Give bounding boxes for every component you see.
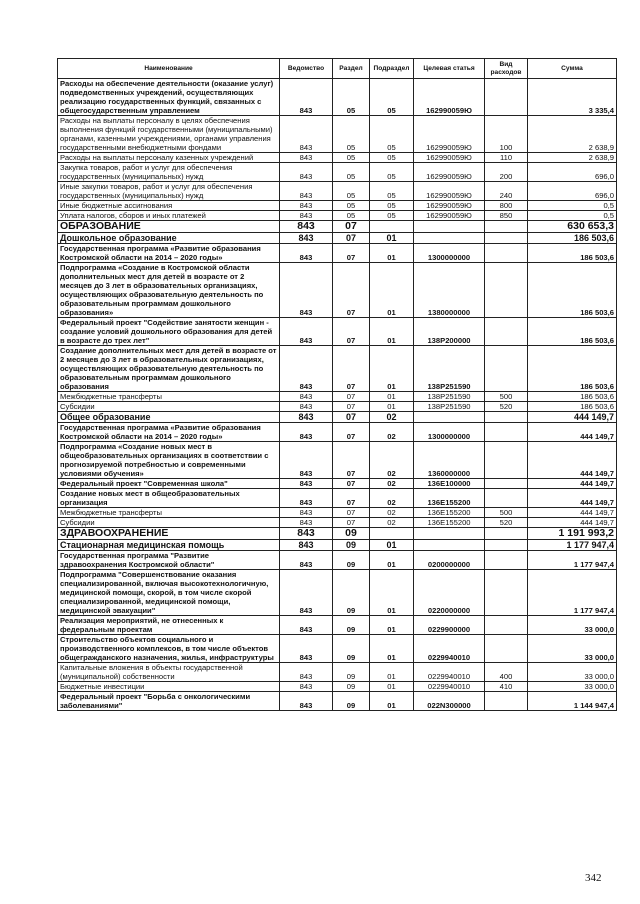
cell-department: 843	[280, 508, 333, 518]
cell-subsection: 02	[370, 508, 414, 518]
cell-amount: 33 000,0	[528, 616, 617, 635]
col-header-name: Наименование	[58, 59, 280, 79]
cell-department: 843	[280, 412, 333, 423]
cell-amount: 444 149,7	[528, 508, 617, 518]
cell-department: 843	[280, 489, 333, 508]
cell-expense-type	[485, 423, 528, 442]
cell-subsection: 01	[370, 392, 414, 402]
cell-department: 843	[280, 692, 333, 711]
cell-name: Межбюджетные трансферты	[58, 392, 280, 402]
cell-name: Иные закупки товаров, работ и услуг для обеспечения государственных (муниципальных) нужд	[58, 182, 280, 201]
cell-expense-type: 500	[485, 392, 528, 402]
col-header-department: Ведомство	[280, 59, 333, 79]
cell-name: Подпрограмма «Создание в Костромской области дополнительных мест для детей в возрасте от 2 месяцев до 3 лет в образовательных организациях, осуществляющих образовательную деятельность по образовательным программам дошкольного образования»	[58, 263, 280, 318]
cell-section: 09	[333, 570, 370, 616]
cell-name: Строительство объектов социального и производственного комплексов, в том числе объектов общегражданского назначения, жилья, инфраструктуры	[58, 635, 280, 663]
cell-target-item	[414, 233, 485, 244]
cell-department: 843	[280, 233, 333, 244]
cell-section: 07	[333, 508, 370, 518]
cell-expense-type	[485, 221, 528, 233]
cell-section: 05	[333, 211, 370, 221]
cell-department: 843	[280, 442, 333, 479]
col-header-subsection: Подраздел	[370, 59, 414, 79]
cell-expense-type	[485, 79, 528, 116]
cell-amount: 186 503,6	[528, 392, 617, 402]
cell-name: Федеральный проект "Содействие занятости женщин - создание условий дошкольного образования для детей в возрасте до трех лет"	[58, 318, 280, 346]
cell-section: 07	[333, 489, 370, 508]
cell-subsection: 05	[370, 79, 414, 116]
table-row	[58, 616, 617, 635]
cell-expense-type	[485, 540, 528, 551]
cell-expense-type	[485, 635, 528, 663]
cell-section: 07	[333, 402, 370, 412]
cell-name: Иные бюджетные ассигнования	[58, 201, 280, 211]
cell-amount: 444 149,7	[528, 518, 617, 528]
cell-department: 843	[280, 616, 333, 635]
cell-name: Закупка товаров, работ и услуг для обеспечения государственных (муниципальных) нужд	[58, 163, 280, 182]
cell-amount: 1 177 947,4	[528, 551, 617, 570]
cell-amount: 0,5	[528, 201, 617, 211]
cell-department: 843	[280, 263, 333, 318]
cell-section: 09	[333, 635, 370, 663]
cell-department: 843	[280, 346, 333, 392]
cell-amount: 186 503,6	[528, 318, 617, 346]
cell-subsection: 05	[370, 211, 414, 221]
cell-name: Бюджетные инвестиции	[58, 682, 280, 692]
cell-subsection: 05	[370, 163, 414, 182]
cell-name: Государственная программа «Развитие образования Костромской области на 2014 – 2020 годы»	[58, 244, 280, 263]
cell-subsection: 01	[370, 540, 414, 551]
cell-amount: 444 149,7	[528, 479, 617, 489]
cell-expense-type: 800	[485, 201, 528, 211]
cell-department: 843	[280, 635, 333, 663]
cell-target-item: 138P251590	[414, 402, 485, 412]
cell-target-item	[414, 221, 485, 233]
cell-amount: 2 638,9	[528, 153, 617, 163]
cell-name: Капитальные вложения в объекты государственной (муниципальной) собственности	[58, 663, 280, 682]
cell-target-item: 0200000000	[414, 551, 485, 570]
cell-expense-type	[485, 616, 528, 635]
table-row	[58, 163, 617, 182]
cell-target-item: 136E100000	[414, 479, 485, 489]
cell-target-item: 162990059Ю	[414, 201, 485, 211]
cell-section: 09	[333, 692, 370, 711]
cell-amount: 33 000,0	[528, 663, 617, 682]
cell-section: 09	[333, 551, 370, 570]
cell-section: 07	[333, 346, 370, 392]
cell-section: 05	[333, 201, 370, 211]
cell-department: 843	[280, 182, 333, 201]
cell-target-item: 162990059Ю	[414, 79, 485, 116]
cell-subsection: 05	[370, 153, 414, 163]
cell-name: Государственная программа "Развитие здравоохранения Костромской области"	[58, 551, 280, 570]
table-row	[58, 540, 617, 551]
cell-target-item: 1300000000	[414, 423, 485, 442]
cell-section: 07	[333, 412, 370, 423]
cell-name: Федеральный проект "Современная школа"	[58, 479, 280, 489]
budget-table	[57, 58, 617, 711]
cell-subsection: 01	[370, 263, 414, 318]
cell-name: Федеральный проект "Борьба с онкологическими заболеваниями"	[58, 692, 280, 711]
cell-department: 843	[280, 244, 333, 263]
cell-subsection: 02	[370, 479, 414, 489]
cell-expense-type	[485, 318, 528, 346]
cell-department: 843	[280, 163, 333, 182]
table-row	[58, 211, 617, 221]
cell-amount: 1 177 947,4	[528, 570, 617, 616]
cell-target-item: 0229940010	[414, 682, 485, 692]
cell-department: 843	[280, 221, 333, 233]
cell-amount: 186 503,6	[528, 233, 617, 244]
cell-section: 05	[333, 163, 370, 182]
table-body	[58, 79, 617, 711]
cell-subsection: 01	[370, 570, 414, 616]
table-row	[58, 263, 617, 318]
cell-subsection: 05	[370, 182, 414, 201]
cell-expense-type	[485, 570, 528, 616]
cell-expense-type	[485, 692, 528, 711]
cell-subsection: 01	[370, 244, 414, 263]
cell-name: Уплата налогов, сборов и иных платежей	[58, 211, 280, 221]
cell-department: 843	[280, 153, 333, 163]
cell-department: 843	[280, 116, 333, 153]
table-header-row	[58, 59, 617, 79]
cell-name: Реализация мероприятий, не отнесенных к федеральным проектам	[58, 616, 280, 635]
table-row	[58, 551, 617, 570]
cell-target-item	[414, 528, 485, 540]
table-row	[58, 182, 617, 201]
col-header-section: Раздел	[333, 59, 370, 79]
cell-amount: 444 149,7	[528, 423, 617, 442]
table-row	[58, 423, 617, 442]
table-row	[58, 392, 617, 402]
cell-amount: 696,0	[528, 182, 617, 201]
cell-subsection: 01	[370, 616, 414, 635]
table-row	[58, 682, 617, 692]
cell-name: Расходы на выплаты персоналу в целях обеспечения выполнения функций государственными (муниципальными) органами, казенными учреждениями, органами управления государственными внебюджетными фондами	[58, 116, 280, 153]
cell-subsection: 01	[370, 233, 414, 244]
cell-name: Подпрограмма «Создание новых мест в общеобразовательных организациях в соответствии с прогнозируемой потребностью и современными условиями обучения»	[58, 442, 280, 479]
cell-department: 843	[280, 551, 333, 570]
cell-amount: 1 191 993,2	[528, 528, 617, 540]
cell-subsection: 02	[370, 412, 414, 423]
cell-department: 843	[280, 479, 333, 489]
cell-amount: 444 149,7	[528, 489, 617, 508]
table-row	[58, 528, 617, 540]
cell-expense-type	[485, 489, 528, 508]
cell-subsection	[370, 528, 414, 540]
cell-section: 07	[333, 518, 370, 528]
cell-amount: 696,0	[528, 163, 617, 182]
cell-name: Расходы на выплаты персоналу казенных учреждений	[58, 153, 280, 163]
table-row	[58, 518, 617, 528]
cell-subsection: 01	[370, 346, 414, 392]
cell-expense-type: 520	[485, 518, 528, 528]
cell-name: Общее образование	[58, 412, 280, 423]
cell-expense-type	[485, 528, 528, 540]
cell-section: 07	[333, 442, 370, 479]
cell-section: 07	[333, 233, 370, 244]
cell-target-item: 0220000000	[414, 570, 485, 616]
cell-expense-type: 200	[485, 163, 528, 182]
cell-section: 07	[333, 392, 370, 402]
cell-amount: 186 503,6	[528, 346, 617, 392]
cell-section: 09	[333, 528, 370, 540]
cell-subsection: 05	[370, 201, 414, 211]
cell-name: Дошкольное образование	[58, 233, 280, 244]
cell-target-item	[414, 540, 485, 551]
cell-subsection: 02	[370, 489, 414, 508]
cell-name: Субсидии	[58, 518, 280, 528]
cell-section: 07	[333, 423, 370, 442]
cell-target-item: 1360000000	[414, 442, 485, 479]
cell-department: 843	[280, 518, 333, 528]
cell-name: Подпрограмма "Совершенствование оказания специализированной, включая высокотехнологичную, медицинской помощи, скорой, в том числе скорой специализированной, медицинской помощи, медицинской эвакуации"	[58, 570, 280, 616]
cell-department: 843	[280, 540, 333, 551]
cell-amount: 444 149,7	[528, 442, 617, 479]
table-row	[58, 402, 617, 412]
cell-expense-type	[485, 346, 528, 392]
cell-target-item: 0229940010	[414, 663, 485, 682]
cell-name: Субсидии	[58, 402, 280, 412]
table-row	[58, 244, 617, 263]
cell-target-item: 138P251590	[414, 392, 485, 402]
cell-target-item: 162990059Ю	[414, 153, 485, 163]
cell-section: 05	[333, 182, 370, 201]
cell-department: 843	[280, 392, 333, 402]
cell-name: Стационарная медицинская помощь	[58, 540, 280, 551]
table-row	[58, 153, 617, 163]
cell-amount: 630 653,3	[528, 221, 617, 233]
cell-target-item: 022N300000	[414, 692, 485, 711]
cell-amount: 0,5	[528, 211, 617, 221]
cell-target-item: 136E155200	[414, 489, 485, 508]
cell-expense-type: 520	[485, 402, 528, 412]
table-row	[58, 412, 617, 423]
table-row	[58, 489, 617, 508]
table-row	[58, 116, 617, 153]
cell-section: 09	[333, 540, 370, 551]
cell-section: 07	[333, 479, 370, 489]
col-header-expense-type: Вид расходов	[485, 59, 528, 79]
cell-subsection: 01	[370, 318, 414, 346]
cell-subsection: 01	[370, 635, 414, 663]
cell-expense-type	[485, 233, 528, 244]
cell-subsection: 01	[370, 663, 414, 682]
col-header-target-item: Целевая статья	[414, 59, 485, 79]
cell-expense-type: 240	[485, 182, 528, 201]
cell-subsection: 01	[370, 692, 414, 711]
cell-section: 05	[333, 153, 370, 163]
cell-target-item: 1300000000	[414, 244, 485, 263]
cell-section: 07	[333, 318, 370, 346]
cell-amount: 444 149,7	[528, 412, 617, 423]
cell-target-item: 162990059Ю	[414, 211, 485, 221]
cell-name: Государственная программа «Развитие образования Костромской области на 2014 – 2020 годы»	[58, 423, 280, 442]
cell-subsection: 02	[370, 518, 414, 528]
cell-subsection: 01	[370, 551, 414, 570]
cell-name: Расходы на обеспечение деятельности (оказание услуг) подведомственных учреждений, осуществляющих реализацию государственных функций, связанных с общегосударственным управлением	[58, 79, 280, 116]
cell-name: ОБРАЗОВАНИЕ	[58, 221, 280, 233]
cell-section: 09	[333, 663, 370, 682]
cell-amount: 33 000,0	[528, 635, 617, 663]
cell-department: 843	[280, 402, 333, 412]
table-row	[58, 221, 617, 233]
cell-department: 843	[280, 570, 333, 616]
cell-section: 09	[333, 682, 370, 692]
cell-amount: 186 503,6	[528, 244, 617, 263]
page-number: 342	[585, 872, 602, 884]
table-row	[58, 479, 617, 489]
cell-department: 843	[280, 423, 333, 442]
cell-target-item: 136E155200	[414, 518, 485, 528]
cell-subsection: 02	[370, 442, 414, 479]
cell-expense-type: 100	[485, 116, 528, 153]
cell-section: 09	[333, 616, 370, 635]
table-row	[58, 663, 617, 682]
table-row	[58, 635, 617, 663]
cell-subsection: 01	[370, 402, 414, 412]
cell-subsection: 01	[370, 682, 414, 692]
table-row	[58, 692, 617, 711]
table-row	[58, 570, 617, 616]
cell-subsection	[370, 221, 414, 233]
cell-expense-type	[485, 442, 528, 479]
cell-target-item: 138P251590	[414, 346, 485, 392]
table-row	[58, 346, 617, 392]
table-row	[58, 442, 617, 479]
cell-amount: 3 335,4	[528, 79, 617, 116]
cell-target-item: 162990059Ю	[414, 116, 485, 153]
cell-amount: 186 503,6	[528, 402, 617, 412]
cell-target-item: 0229900000	[414, 616, 485, 635]
cell-target-item: 138P200000	[414, 318, 485, 346]
cell-expense-type	[485, 412, 528, 423]
cell-expense-type	[485, 263, 528, 318]
cell-target-item	[414, 412, 485, 423]
cell-name: ЗДРАВООХРАНЕНИЕ	[58, 528, 280, 540]
cell-subsection: 05	[370, 116, 414, 153]
cell-name: Межбюджетные трансферты	[58, 508, 280, 518]
cell-expense-type: 410	[485, 682, 528, 692]
cell-department: 843	[280, 682, 333, 692]
cell-expense-type: 850	[485, 211, 528, 221]
cell-department: 843	[280, 663, 333, 682]
cell-target-item: 162990059Ю	[414, 163, 485, 182]
cell-department: 843	[280, 201, 333, 211]
table-row	[58, 233, 617, 244]
cell-amount: 1 177 947,4	[528, 540, 617, 551]
table-row	[58, 79, 617, 116]
cell-amount: 186 503,6	[528, 263, 617, 318]
cell-expense-type	[485, 551, 528, 570]
cell-subsection: 02	[370, 423, 414, 442]
cell-department: 843	[280, 211, 333, 221]
cell-target-item: 0229940010	[414, 635, 485, 663]
cell-name: Создание новых мест в общеобразовательных организация	[58, 489, 280, 508]
cell-department: 843	[280, 79, 333, 116]
table-row	[58, 508, 617, 518]
cell-name: Создание дополнительных мест для детей в возрасте от 2 месяцев до 3 лет в образовательных организациях, осуществляющих образовательную деятельность по образовательным программам дошкольного образования	[58, 346, 280, 392]
cell-section: 07	[333, 221, 370, 233]
table-row	[58, 201, 617, 211]
cell-expense-type	[485, 244, 528, 263]
cell-section: 07	[333, 263, 370, 318]
cell-section: 05	[333, 116, 370, 153]
cell-target-item: 136E155200	[414, 508, 485, 518]
cell-department: 843	[280, 318, 333, 346]
cell-amount: 33 000,0	[528, 682, 617, 692]
cell-amount: 2 638,9	[528, 116, 617, 153]
cell-expense-type: 500	[485, 508, 528, 518]
cell-section: 07	[333, 244, 370, 263]
cell-expense-type: 400	[485, 663, 528, 682]
table-row	[58, 318, 617, 346]
cell-expense-type: 110	[485, 153, 528, 163]
cell-department: 843	[280, 528, 333, 540]
cell-target-item: 162990059Ю	[414, 182, 485, 201]
cell-amount: 1 144 947,4	[528, 692, 617, 711]
cell-target-item: 1380000000	[414, 263, 485, 318]
col-header-amount: Сумма	[528, 59, 617, 79]
cell-expense-type	[485, 479, 528, 489]
cell-section: 05	[333, 79, 370, 116]
